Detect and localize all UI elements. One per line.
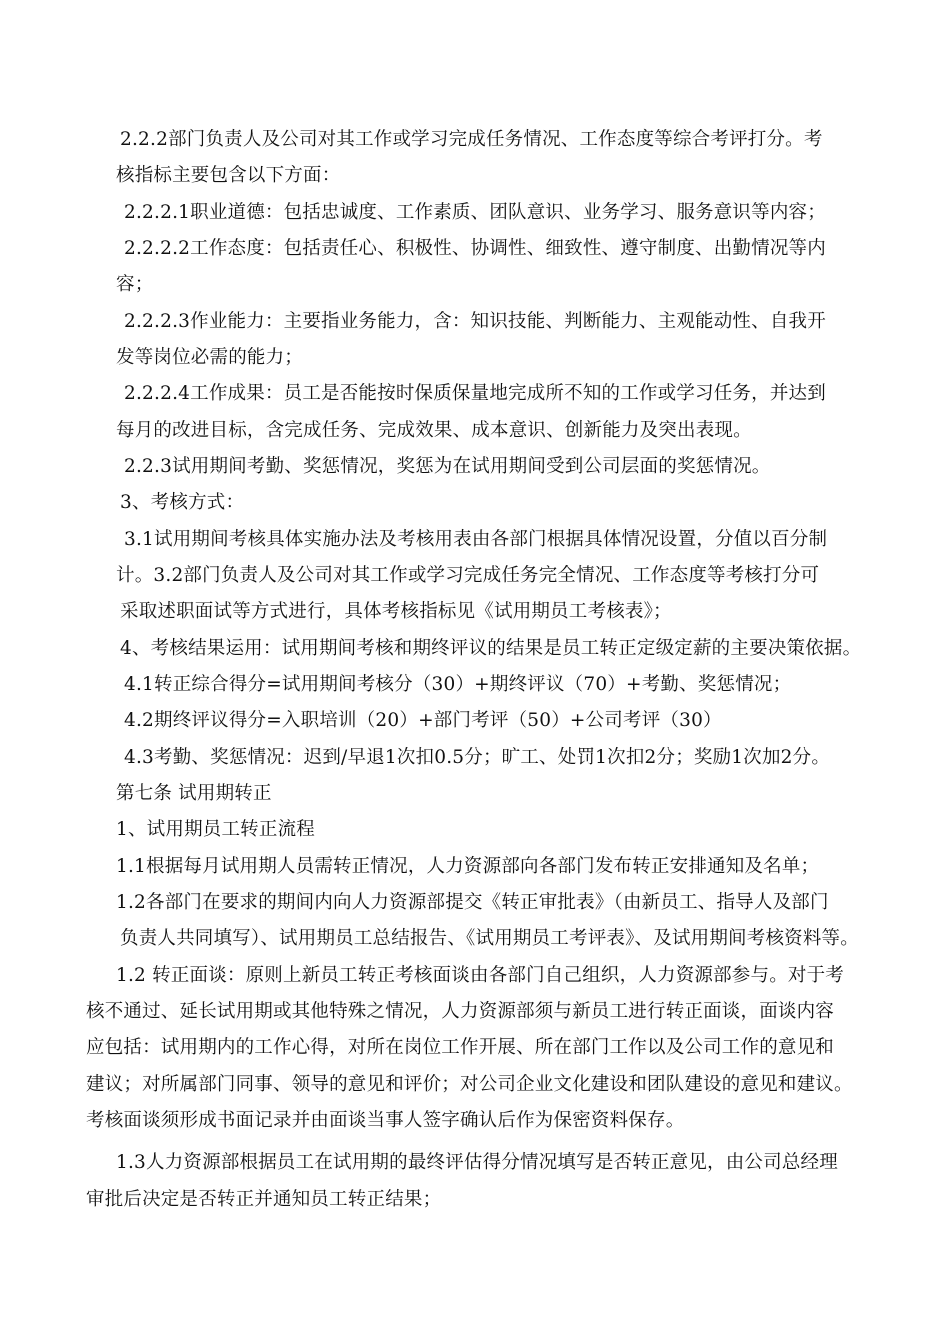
text-line: 计。3.2部门负责人及公司对其工作或学习完成任务完全情况、工作态度等考核打分可 bbox=[116, 565, 820, 586]
text-line: 1.2各部门在要求的期间内向人力资源部提交《转正审批表》（由新员工、指导人及部门 bbox=[116, 892, 829, 913]
text-line: 应包括：试用期内的工作心得，对所在岗位工作开展、所在部门工作以及公司工作的意见和 bbox=[86, 1037, 835, 1058]
text-line: 审批后决定是否转正并通知员工转正结果； bbox=[86, 1189, 442, 1210]
text-line: 发等岗位必需的能力； bbox=[116, 347, 304, 368]
text-line: 每月的改进目标，含完成任务、完成效果、成本意识、创新能力及突出表现。 bbox=[116, 420, 752, 441]
text-line: 核指标主要包含以下方面： bbox=[116, 165, 341, 186]
text-line: 1.2 转正面谈：原则上新员工转正考核面谈由各部门自己组织，人力资源部参与。对于考 bbox=[116, 965, 845, 986]
text-line: 采取述职面试等方式进行，具体考核指标见《试用期员工考核表》； bbox=[120, 601, 672, 622]
text-line: 4.3考勤、奖惩情况：迟到/早退1次扣0.5分；旷工、处罚1次扣2分；奖励1次加2分。 bbox=[124, 747, 831, 768]
text-line: 容； bbox=[116, 274, 154, 295]
text-line: 负责人共同填写）、试用期员工总结报告、《试用期员工考评表》、及试用期间考核资料等。 bbox=[120, 928, 859, 949]
section-heading: 第七条 试用期转正 bbox=[116, 783, 272, 804]
text-line: 4.1转正综合得分=试用期间考核分（30）+期终评议（70）+考勤、奖惩情况； bbox=[124, 674, 792, 695]
text-line: 1.3人力资源部根据员工在试用期的最终评估得分情况填写是否转正意见，由公司总经理 bbox=[116, 1152, 838, 1173]
text-line: 2.2.2部门负责人及公司对其工作或学习完成任务情况、工作态度等综合考评打分。考 bbox=[120, 129, 823, 150]
text-line: 3、考核方式： bbox=[120, 492, 245, 513]
text-line: 4、考核结果运用：试用期间考核和期终评议的结果是员工转正定级定薪的主要决策依据。 bbox=[120, 638, 862, 659]
text-line: 2.2.2.1职业道德：包括忠诚度、工作素质、团队意识、业务学习、服务意识等内容； bbox=[124, 202, 826, 223]
text-line: 1.1根据每月试用期人员需转正情况，人力资源部向各部门发布转正安排通知及名单； bbox=[116, 856, 820, 877]
text-line: 考核面谈须形成书面记录并由面谈当事人签字确认后作为保密资料保存。 bbox=[86, 1110, 685, 1131]
text-line: 2.2.2.2工作态度：包括责任心、积极性、协调性、细致性、遵守制度、出勤情况等内 bbox=[124, 238, 826, 259]
text-line: 4.2期终评议得分=入职培训（20）+部门考评（50）+公司考评（30） bbox=[124, 710, 722, 731]
text-line: 建议；对所属部门同事、领导的意见和评价；对公司企业文化建设和团队建设的意见和建议。 bbox=[86, 1074, 853, 1095]
text-line: 2.2.3试用期间考勤、奖惩情况，奖惩为在试用期间受到公司层面的奖惩情况。 bbox=[124, 456, 771, 477]
text-line: 2.2.2.3作业能力：主要指业务能力，含：知识技能、判断能力、主观能动性、自我开 bbox=[124, 311, 826, 332]
text-line: 3.1试用期间考核具体实施办法及考核用表由各部门根据具体情况设置，分值以百分制 bbox=[124, 529, 828, 550]
text-line: 核不通过、延长试用期或其他特殊之情况，人力资源部须与新员工进行转正面谈，面谈内容 bbox=[86, 1001, 835, 1022]
text-line: 2.2.2.4工作成果：员工是否能按时保质保量地完成所不知的工作或学习任务，并达到 bbox=[124, 383, 826, 404]
text-line: 1、试用期员工转正流程 bbox=[116, 819, 315, 840]
